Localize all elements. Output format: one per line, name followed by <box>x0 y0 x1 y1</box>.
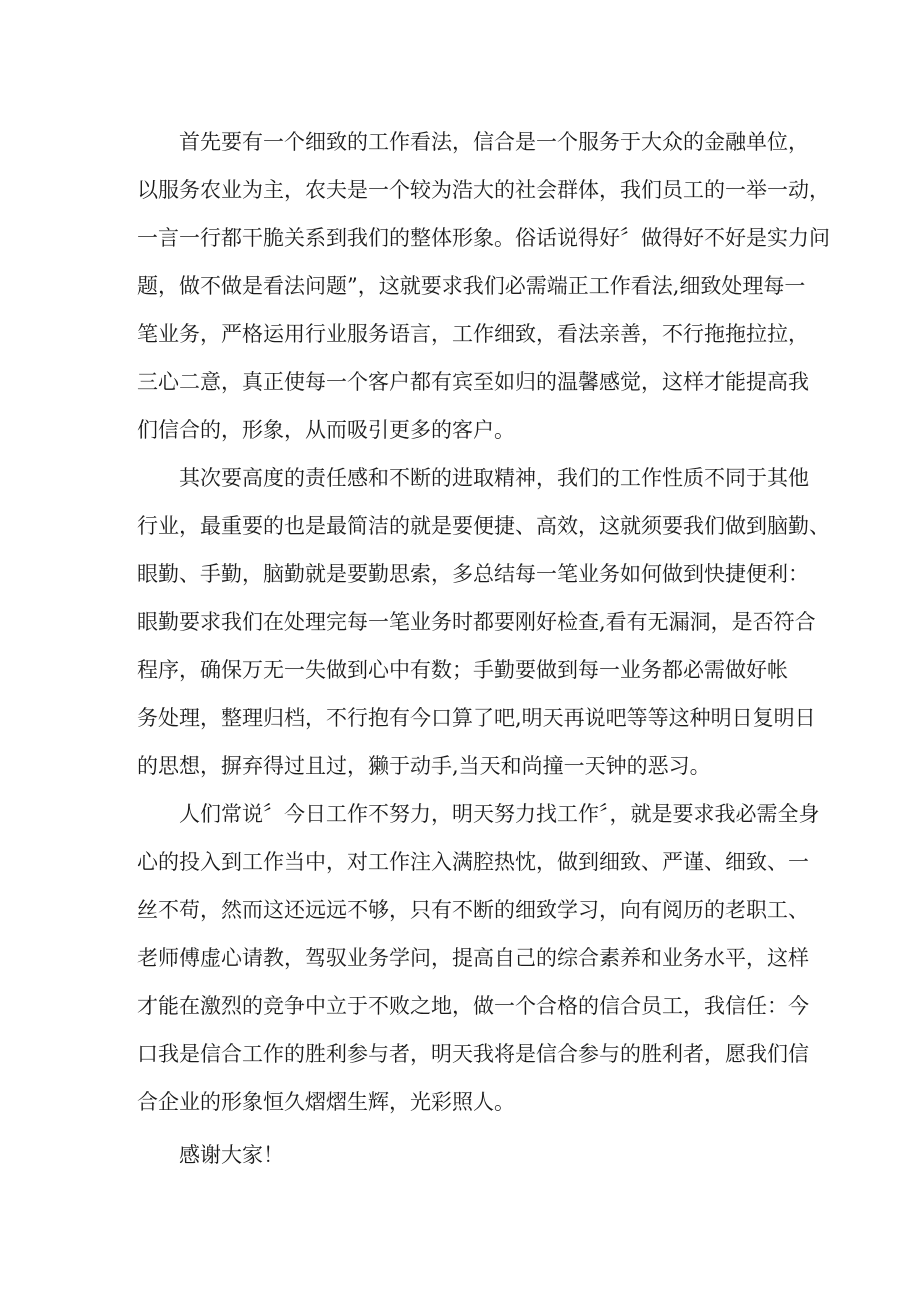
text-line: 丝不苟，然而这还远远不够，只有不断的细致学习，向有阅历的老职工、 <box>137 898 809 922</box>
text-line: 首先要有一个细致的工作看法，信合是一个服务于大众的金融单位， <box>179 130 809 154</box>
text-line: 题，做不做是看法问题”，这就要求我们必需端正工作看法,细致处理每一 <box>137 274 806 298</box>
paragraph-2 <box>137 454 830 790</box>
text-line: 眼勤要求我们在处理完每一笔业务时都要刚好检查,看有无漏洞，是否符合 <box>137 610 816 634</box>
text-line: 三心二意，真正使每一个客户都有宾至如归的温馨感觉，这样才能提高我 <box>137 370 809 394</box>
text-line: 才能在激烈的竞争中立于不败之地，做一个合格的信合员工，我信任：今 <box>137 994 809 1018</box>
text-line: 口我是信合工作的胜利参与者，明天我将是信合参与的胜利者，愿我们信 <box>137 1042 809 1066</box>
text-line: 们信合的，形象，从而吸引更多的客户。 <box>137 418 515 442</box>
closing-line: 感谢大家！ <box>179 1143 284 1167</box>
text-line: 其次要高度的责任感和不断的进取精神，我们的工作性质不同于其他 <box>179 466 809 490</box>
document-body <box>137 118 830 1126</box>
text-line: 的思想，摒弃得过且过，獭于动手,当天和尚撞一天钟的恶习。 <box>137 754 711 778</box>
text-line: 一言一行都干脆关系到我们的整体形象。俗话说得好〞做得好不好是实力问 <box>137 226 830 250</box>
text-line: 老师傅虚心请教，驾驭业务学问，提高自己的综合素养和业务水平，这样 <box>137 946 809 970</box>
text-line: 人们常说〞今日工作不努力，明天努力找工作〞，就是要求我必需全身 <box>179 802 820 826</box>
text-line: 以服务农业为主，农夫是一个较为浩大的社会群体，我们员工的一举一动， <box>137 178 830 202</box>
text-line: 合企业的形象恒久熠熠生辉，光彩照人。 <box>137 1090 515 1114</box>
text-line: 务处理，整理归档，不行抱有今口算了吧,明天再说吧等等这种明日复明日 <box>137 706 816 730</box>
text-line: 心的投入到工作当中，对工作注入满腔热忱，做到细致、严谨、细致、一 <box>137 850 809 874</box>
paragraph-1 <box>137 118 830 454</box>
text-line: 程序，确保万无一失做到心中有数；手勤要做到每一业务都必需做好帐 <box>137 658 788 682</box>
text-line: 眼勤、手勤，脑勤就是要勤思索，多总结每一笔业务如何做到快捷便利： <box>137 562 809 586</box>
paragraph-3 <box>137 790 820 1126</box>
text-line: 行业，最重要的也是最简洁的就是要便捷、高效，这就须要我们做到脑勤、 <box>137 514 830 538</box>
text-line: 笔业务，严格运用行业服务语言，工作细致，看法亲善，不行拖拖拉拉， <box>137 322 809 346</box>
